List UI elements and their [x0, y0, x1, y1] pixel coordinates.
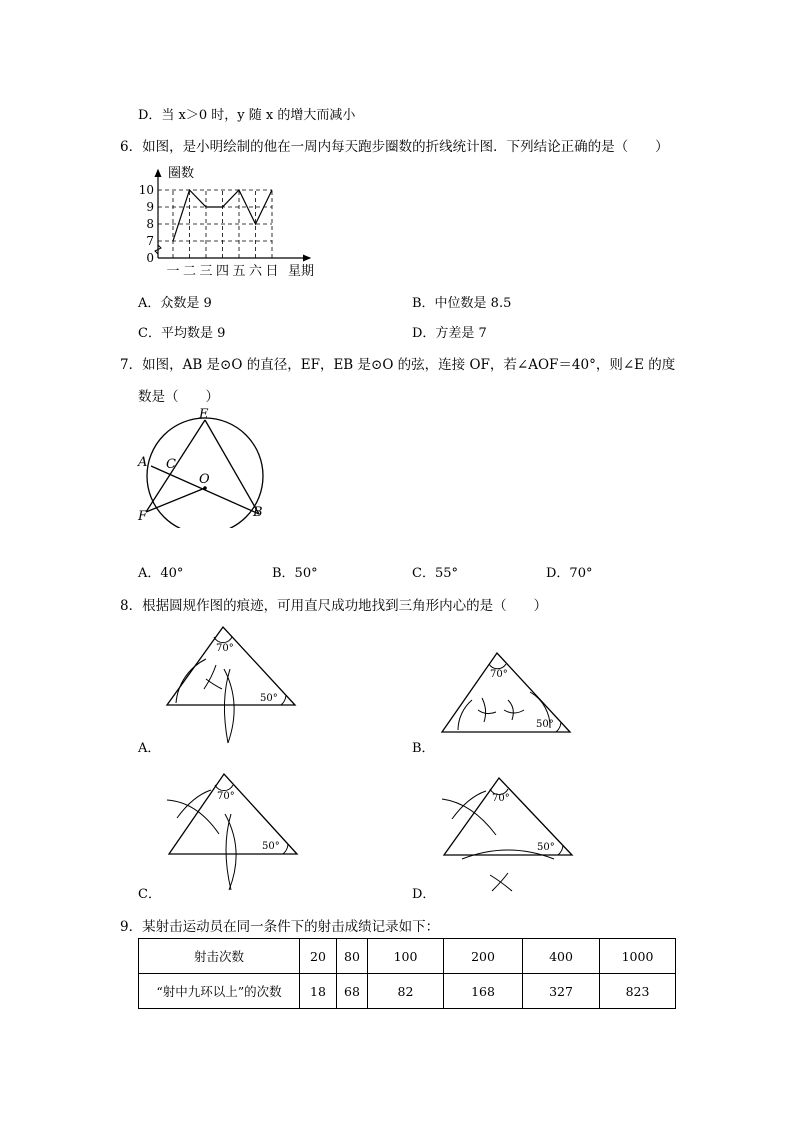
q8-figure-c: [163, 772, 303, 894]
q9-stem: 9．某射击运动员在同一条件下的射击成绩记录如下：: [120, 919, 440, 935]
label-o: O: [199, 472, 210, 487]
label-a: A: [138, 455, 148, 470]
q7-stem-line1: 7．如图，AB 是⊙O 的直径，EF，EB 是⊙O 的弦，连接 OF，若∠AOF＝40°，则∠E 的度: [120, 357, 676, 373]
q6-line-chart: [138, 160, 338, 285]
table-cell: 327: [523, 974, 600, 1009]
chord-eb: [205, 420, 259, 514]
table-cell: 20: [300, 939, 337, 974]
q8-option-d: D．: [412, 887, 436, 902]
angle-50-label: 50°: [260, 693, 278, 704]
chart-y-tick-label: 9: [146, 200, 154, 214]
q6-option-c: C．平均数是 9: [138, 326, 226, 341]
chart-x-tick-label: 五: [232, 264, 246, 279]
segment-of: [146, 488, 205, 512]
angle-70-label: 70°: [490, 669, 508, 680]
q6-option-d: D．方差是 7: [412, 326, 487, 341]
label-f: F: [138, 509, 148, 524]
angle-50-label: 50°: [536, 719, 554, 730]
q7-option-a: A．40°: [138, 566, 184, 581]
chart-x-tick-label: 日: [265, 264, 279, 279]
q5-option-d: D．当 x＞0 时，y 随 x 的增大而减小: [138, 108, 356, 123]
table-cell: 68: [337, 974, 368, 1009]
label-b: B: [253, 505, 263, 520]
table-cell: “射中九环以上”的次数: [139, 974, 300, 1009]
table-cell: 射击次数: [139, 939, 300, 974]
table-cell: 82: [368, 974, 444, 1009]
q8-figure-a: [160, 625, 305, 747]
angle-70-label: 70°: [217, 791, 235, 802]
q7-option-c: C．55°: [412, 566, 458, 581]
table-cell: 200: [444, 939, 523, 974]
chart-y-tick-label: 7: [146, 234, 154, 248]
q7-circle-figure: [135, 408, 275, 528]
angle-50-label: 50°: [262, 841, 280, 852]
angle-70-label: 70°: [492, 793, 510, 804]
chart-y-axis-label: 圈数: [168, 166, 195, 181]
shooting-record-table: [138, 938, 676, 1009]
table-row: [139, 974, 676, 1009]
table-cell: 100: [368, 939, 444, 974]
chart-y-tick-label: 8: [146, 217, 154, 231]
table-cell: 400: [523, 939, 600, 974]
table-row: [139, 939, 676, 974]
table-cell: 80: [337, 939, 368, 974]
label-e: E: [199, 408, 209, 422]
chart-x-tick-label: 一: [166, 264, 180, 279]
chart-x-axis-label: 星期: [288, 264, 315, 279]
chart-x-tick-label: 三: [199, 264, 213, 279]
table-cell: 1000: [600, 939, 676, 974]
q8-figure-b: [438, 650, 578, 740]
q6-option-b: B．中位数是 8.5: [412, 296, 512, 311]
angle-70-label: 70°: [216, 643, 234, 654]
label-c: C: [166, 457, 176, 472]
q8-option-a: A．: [138, 741, 161, 756]
chart-x-tick-label: 六: [248, 264, 263, 279]
chart-x-tick-label: 二: [182, 264, 197, 279]
q8-option-c: C．: [138, 887, 161, 902]
chart-x-tick-label: 四: [215, 264, 230, 279]
chart-y-tick-label: 10: [138, 183, 154, 197]
angle-50-label: 50°: [537, 842, 555, 853]
q8-figure-d: [438, 775, 578, 897]
table-cell: 18: [300, 974, 337, 1009]
chart-y-tick-label: 0: [146, 251, 154, 265]
table-cell: 168: [444, 974, 523, 1009]
q7-option-d: D．70°: [546, 566, 593, 581]
q7-stem-line2: 数是（ ）: [138, 389, 219, 405]
table-cell: 823: [600, 974, 676, 1009]
q8-option-b: B．: [412, 741, 435, 756]
q7-option-b: B．50°: [272, 566, 318, 581]
q6-option-a: A．众数是 9: [138, 296, 212, 311]
q6-stem: 6．如图，是小明绘制的他在一周内每天跑步圈数的折线统计图．下列结论正确的是（ ）: [120, 139, 669, 155]
q8-stem: 8．根据圆规作图的痕迹，可用直尺成功地找到三角形内心的是（ ）: [120, 598, 548, 614]
